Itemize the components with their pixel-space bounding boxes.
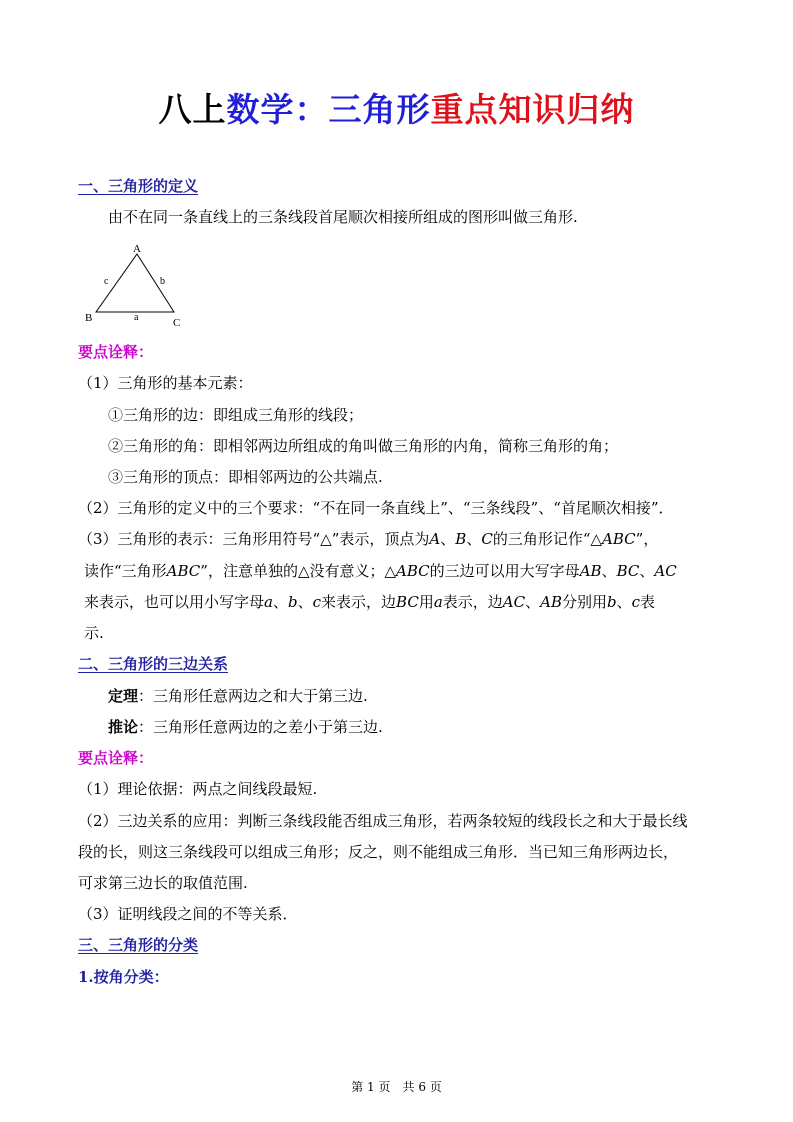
- page-footer: 第 1 页 共 6 页: [351, 1080, 442, 1094]
- text: （3）三角形的表示：三角形用符号“△”表示，顶点为: [78, 530, 430, 548]
- title-part-2: 数学：三角形: [226, 90, 431, 129]
- section-3-heading: 三、三角形的分类: [78, 936, 199, 954]
- vertex-label-b: B: [85, 312, 93, 324]
- var-ac: AC: [502, 593, 526, 611]
- var-lower-a: a: [264, 593, 273, 611]
- corollary-label: 推论: [108, 718, 139, 736]
- var-lower-c: c: [312, 593, 322, 611]
- corollary-text: ：三角形任意两边的之差小于第三边.: [138, 718, 383, 736]
- triangle-figure: [80, 240, 190, 332]
- corollary: [108, 717, 383, 737]
- var-bc: BC: [616, 562, 640, 580]
- var-ac: AC: [654, 562, 677, 580]
- theorem-label: 定理: [108, 687, 139, 705]
- vertex-label-c: C: [173, 317, 181, 329]
- text: 来表示，也可以用小写字母: [84, 593, 265, 611]
- theory-basis: （1）理论依据：两点之间线段最短.: [78, 780, 318, 798]
- var-ab: AB: [579, 562, 602, 580]
- var-a: A: [429, 530, 441, 548]
- text: 用: [418, 593, 434, 611]
- var-lower-b: b: [607, 593, 617, 611]
- page-title: [0, 84, 793, 131]
- var-lower-a: a: [433, 593, 443, 611]
- var-b: B: [455, 530, 467, 548]
- classify-by-angle: 1.按角分类：: [78, 968, 169, 986]
- notation-line-3: 来表示，也可以用小写字母a、b、c来表示，边BC用a表示，边AC、AB分别用b、c表: [84, 593, 656, 611]
- application-line-3: 可求第三边长的取值范围.: [78, 874, 248, 892]
- text: 表: [640, 593, 656, 611]
- notation-line-1: （3）三角形的表示：三角形用符号“△”表示，顶点为A、B、C的三角形记作“△ABC”，: [78, 530, 659, 548]
- inequality-proof: （3）证明线段之间的不等关系．: [78, 905, 298, 923]
- var-lower-b: b: [287, 593, 298, 611]
- element-angles: ②三角形的角：即相邻两边所组成的角叫做三角形的内角，简称三角形的角；: [108, 437, 619, 455]
- text: 表示，边: [442, 593, 503, 611]
- vertex-label-a: A: [133, 243, 141, 255]
- side-label-b: b: [160, 276, 165, 287]
- application-line-1: （2）三边关系的应用：判断三条线段能否组成三角形，若两条较短的线段长之和大于最长线: [78, 812, 688, 830]
- key-points-heading-1: 要点诠释：: [78, 343, 154, 361]
- section-2-heading: 二、三角形的三边关系: [78, 655, 229, 673]
- text: ”，注意单独的△没有意义；△: [200, 562, 397, 580]
- var-bc: BC: [396, 593, 419, 611]
- notation-line-4: 示.: [84, 624, 104, 642]
- var-lower-c: c: [631, 593, 641, 611]
- theorem-text: ：三角形任意两边之和大于第三边.: [138, 687, 368, 705]
- section-1-heading: 一、三角形的定义: [78, 177, 199, 195]
- var-abc: ABC: [166, 562, 201, 580]
- text: 的三角形记作“△: [492, 530, 603, 548]
- theorem: [108, 686, 368, 706]
- element-sides: ①三角形的边：即组成三角形的线段；: [108, 406, 364, 424]
- text: 的三边可以用大写字母: [429, 562, 580, 580]
- var-abc: ABC: [602, 530, 636, 548]
- key-points-heading-2: 要点诠释：: [78, 749, 154, 767]
- triangle-definition: 由不在同一条直线上的三条线段首尾顺次相接所组成的图形叫做三角形.: [108, 208, 578, 226]
- text: ”，: [635, 530, 659, 548]
- application-line-2: 段的长，则这三条线段可以组成三角形；反之，则不能组成三角形．当已知三角形两边长，: [78, 843, 679, 861]
- side-label-a: a: [134, 312, 139, 323]
- title-part-3: 重点知识归纳: [430, 90, 635, 129]
- definition-requirements: （2）三角形的定义中的三个要求：“不在同一条直线上”、“三条线段”、“首尾顺次相接”．: [78, 499, 674, 517]
- notation-line-2: 读作“三角形ABC”，注意单独的△没有意义；△ABC的三边可以用大写字母AB、BC、AC: [84, 562, 677, 580]
- var-abc: ABC: [396, 562, 430, 580]
- var-ab: AB: [540, 593, 562, 611]
- var-c: C: [481, 530, 493, 548]
- element-vertices: ③三角形的顶点：即相邻两边的公共端点.: [108, 468, 383, 486]
- text: 分别用: [561, 593, 607, 611]
- title-part-1: 八上: [158, 90, 227, 129]
- basic-elements: （1）三角形的基本元素：: [78, 374, 253, 392]
- text: 读作“三角形: [84, 562, 167, 580]
- text: 来表示，边: [321, 593, 397, 611]
- side-label-c: c: [104, 276, 109, 287]
